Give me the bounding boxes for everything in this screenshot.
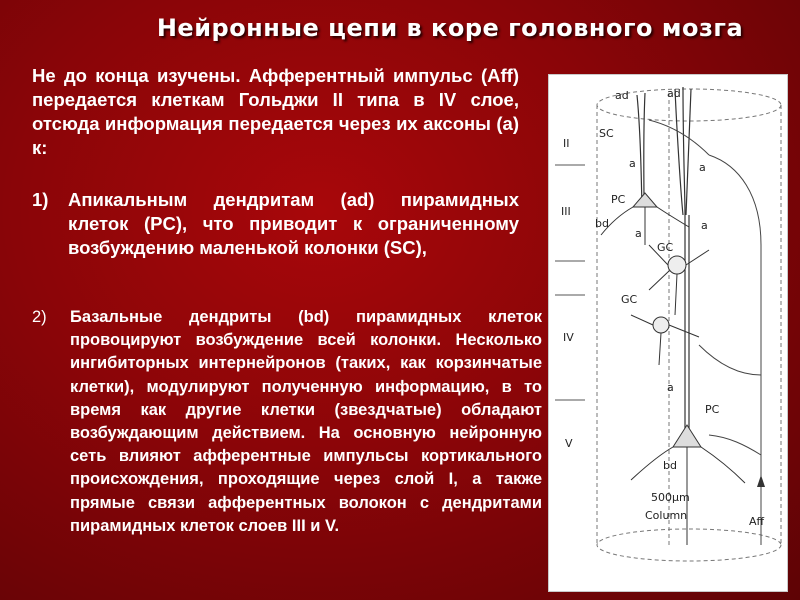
pyramidal-cell-lower	[631, 425, 745, 545]
list-text-2: Базальные дендриты (bd) пирамидных клеток провоцируют возбуждение всей колонки. Несколько ингибиторных интернейронов (таких, как корзинчатые клетки), модулируют полученную информацию, в то время как другие клетки (звездчатые) обладают возбуждающим действием. На основную нейронную сеть влияют афферентные импульсы кортикального происхождения, проходящие через слой I, а также прямые связи афферентных волокон с дендритами пирамидных клеток слоев III и V.	[70, 308, 542, 535]
label-gc-2: GC	[621, 293, 638, 306]
label-scale: 500µm	[651, 491, 690, 504]
list-item-1	[32, 188, 519, 260]
label-column: Column	[645, 509, 688, 522]
layer-label-iv: IV	[563, 331, 574, 344]
label-a-2: a	[699, 161, 706, 174]
label-bd-upper: bd	[595, 217, 609, 230]
column-drawing	[549, 75, 787, 591]
list-item-2	[32, 306, 542, 538]
label-a-5: a	[667, 381, 674, 394]
label-a-1: a	[629, 157, 636, 170]
aff-arrow-icon	[757, 475, 765, 487]
list-number-2: 2)	[32, 308, 47, 326]
label-sc: SC	[599, 127, 614, 140]
list-text-1: Апикальным дендритам (ad) пирамидных клеток (PC), что приводит к ограниченному возбуждению маленькой колонки (SC),	[68, 189, 519, 258]
layer-label-iii: III	[561, 205, 571, 218]
label-pc-lower: PC	[705, 403, 720, 416]
label-ad-2: ad	[667, 87, 681, 100]
label-gc-1: GC	[657, 241, 674, 254]
label-bd-lower: bd	[663, 459, 677, 472]
label-a-3: a	[635, 227, 642, 240]
label-ad-1: ad	[615, 89, 629, 102]
label-pc-upper: PC	[611, 193, 626, 206]
layer-separators	[555, 165, 585, 400]
label-aff: Aff	[749, 515, 765, 528]
list-number-1: 1)	[32, 189, 49, 210]
granule-cells	[631, 245, 709, 365]
layer-label-v: V	[565, 437, 573, 450]
label-a-4: a	[701, 219, 708, 232]
layer-label-ii: II	[563, 137, 570, 150]
intro-paragraph: Не до конца изучены. Афферентный импульс (Aff) передается клеткам Гольджи II типа в IV слое, отсюда информация передается через их аксоны (a) к:	[32, 65, 519, 158]
slide-title: Нейронные цепи в коре головного мозга	[156, 14, 744, 42]
afferent-fibers	[649, 120, 761, 545]
cortex-column-diagram	[548, 74, 788, 592]
